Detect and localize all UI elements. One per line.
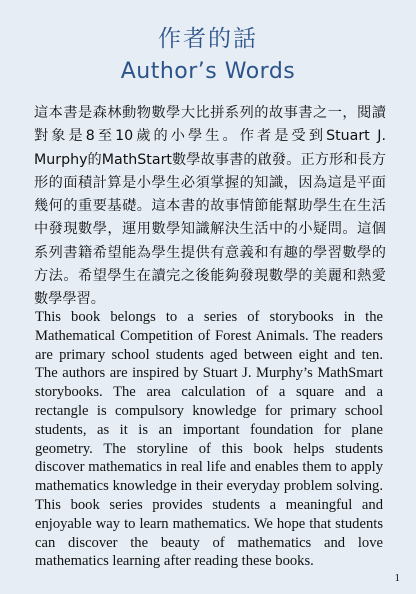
- english-paragraph: This book belongs to a series of storybooks in the Mathematical Competition of Forest Animals. The readers are primary school students aged between eight and ten. The authors are inspired by Stuart J. Murphy’s MathSmart storybooks. The area calculation of a square and a rectangle is compulsory knowledge for primary school students, as it is an important foundation for plane geometry. The storyline of this book helps students discover mathematics in real life and enables them to apply mathematics knowledge in their everyday problem solving. This book series provides students a meaningful and enjoyable way to learn mathematics. We hope that students can discover the beauty of mathematics and love mathematics learning after reading these books.: [35, 309, 383, 570]
- page-number: 1: [394, 572, 400, 584]
- page-title-english: Author’s Words: [120, 59, 296, 84]
- page-title-chinese: 作者的話: [158, 26, 258, 52]
- chinese-paragraph: 這本書是森林動物數學大比拼系列的故事書之一，閱讀對象是8至10歲的小學生。作者是受到Stuart J. Murphy的MathStart數學故事書的啟發。正方形和長方形的面積計算是小學生必須掌握的知識，因為這是平面幾何的重要基礎。這本書的故事情節能幫助學生在生活中發現數學，運用數學知識解決生活中的小疑問。這個系列書籍希望能為學生提供有意義和有趣的學習數學的方法。希望學生在讀完之後能夠發現數學的美麗和熱愛數學學習。: [34, 105, 386, 308]
